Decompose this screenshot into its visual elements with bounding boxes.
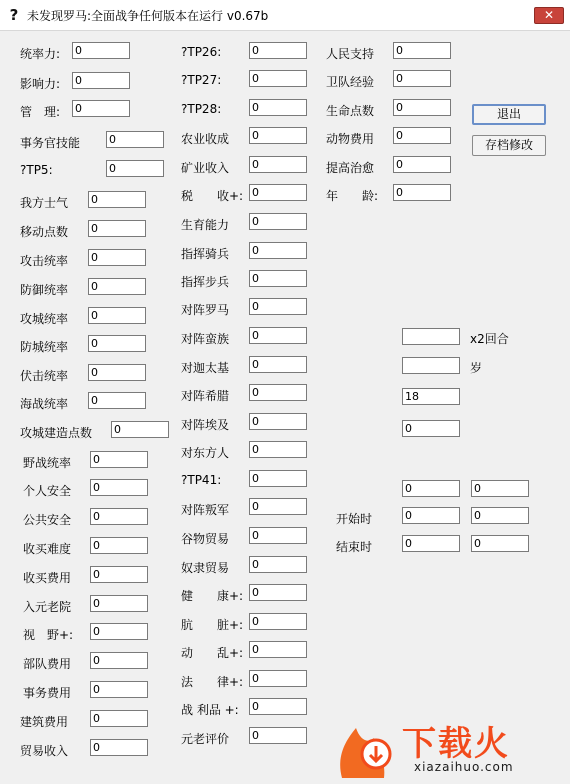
col1-field[interactable] [88,392,146,409]
col2-field[interactable] [249,184,307,201]
col1-field[interactable] [88,278,146,295]
col2-field[interactable] [249,356,307,373]
col2-label: 矿业收入 [181,161,230,175]
col2-field[interactable] [249,42,307,59]
col2-label: 对阵罗马 [181,303,230,317]
col2-label: 战 利品 +: [181,703,239,717]
col1-label: 攻城建造点数 [20,426,93,440]
row1-field-b[interactable] [471,480,529,497]
col2-label: 生育能力 [181,218,230,232]
col2-label: 对阵蛮族 [181,332,230,346]
col2-field[interactable] [249,270,307,287]
end-field-a[interactable] [402,535,460,552]
col3-field[interactable] [393,156,451,173]
col2-label: 元老评价 [181,732,230,746]
col2-field[interactable] [249,498,307,515]
col2-label: ?TP41: [181,473,222,487]
col1-field[interactable] [88,220,146,237]
col2-field[interactable] [249,70,307,87]
col1-field[interactable] [90,739,148,756]
col3-field[interactable] [393,70,451,87]
col3-field[interactable] [393,99,451,116]
value-field[interactable] [402,420,460,437]
col1-label: 影响力: [20,77,61,91]
turns-field[interactable] [402,328,460,345]
col2-label: 动 乱+: [181,646,244,660]
col1-label: 贸易收入 [20,744,69,758]
col2-label: 奴隶贸易 [181,561,230,575]
col2-field[interactable] [249,298,307,315]
col1-field[interactable] [90,710,148,727]
col2-field[interactable] [249,384,307,401]
col2-field[interactable] [249,641,307,658]
col1-label: 管 理: [20,105,61,119]
col3-label: 人民支持 [326,47,375,61]
col1-field[interactable] [90,566,148,583]
col2-field[interactable] [249,613,307,630]
col2-field[interactable] [249,441,307,458]
start-label: 开始时 [336,512,373,526]
col3-field[interactable] [393,42,451,59]
col1-label: 公共安全 [23,513,72,527]
col1-field[interactable] [88,307,146,324]
close-button[interactable]: ✕ [534,7,564,24]
col2-label: ?TP26: [181,45,222,59]
col1-label: 视 野+: [23,628,74,642]
col3-label: 动物费用 [326,132,375,146]
col2-field[interactable] [249,727,307,744]
col1-field[interactable] [88,335,146,352]
col1-field[interactable] [90,681,148,698]
col1-label: 攻城统率 [20,312,69,326]
col3-label: 生命点数 [326,104,375,118]
col2-label: 指挥骑兵 [181,247,230,261]
years-unit: 岁 [470,361,483,375]
row1-field-a[interactable] [402,480,460,497]
years-field[interactable] [402,357,460,374]
col1-label: 部队费用 [23,657,72,671]
col3-label: 年 龄: [326,189,379,203]
watermark-title: 下载火 [402,724,510,764]
col1-field[interactable] [88,191,146,208]
col1-field[interactable] [90,537,148,554]
col2-label: 对阵希腊 [181,389,230,403]
col1-label: 海战统率 [20,397,69,411]
col1-field[interactable] [88,249,146,266]
col2-field[interactable] [249,242,307,259]
col2-field[interactable] [249,413,307,430]
col1-field[interactable] [90,652,148,669]
col2-field[interactable] [249,327,307,344]
col1-label: 攻击统率 [20,254,69,268]
col1-field[interactable] [90,623,148,640]
col1-label: 建筑费用 [20,715,69,729]
col2-label: 对阵叛军 [181,503,230,517]
col1-label: 伏击统率 [20,369,69,383]
col1-field[interactable] [72,42,130,59]
value-18-field[interactable] [402,388,460,405]
col2-label: 健 康+: [181,589,244,603]
col1-field[interactable] [72,72,130,89]
col3-field[interactable] [393,127,451,144]
col1-field[interactable] [90,451,148,468]
col2-field[interactable] [249,213,307,230]
col1-label: 事务官技能 [20,136,81,150]
col1-field[interactable] [90,508,148,525]
col1-label: 防城统率 [20,340,69,354]
col2-field[interactable] [249,670,307,687]
col2-label: ?TP28: [181,102,222,116]
start-field-b[interactable] [471,507,529,524]
save-edit-button[interactable]: 存档修改 [472,135,546,156]
end-field-b[interactable] [471,535,529,552]
col3-field[interactable] [393,184,451,201]
col1-label: 防御统率 [20,283,69,297]
col1-field[interactable] [111,421,169,438]
col1-label: 统率力: [20,47,61,61]
col2-field[interactable] [249,584,307,601]
start-field-a[interactable] [402,507,460,524]
col1-label: 个人安全 [23,484,72,498]
col2-field[interactable] [249,470,307,487]
col2-label: 法 律+: [181,675,244,689]
col2-field[interactable] [249,556,307,573]
col1-label: 移动点数 [20,225,69,239]
col2-label: 肮 脏+: [181,618,244,632]
col2-field[interactable] [249,156,307,173]
app-icon: ? [9,6,19,24]
col1-label: 我方士气 [20,196,69,210]
col2-label: 对阵埃及 [181,418,230,432]
col2-label: 对东方人 [181,446,230,460]
col1-label: 野战统率 [23,456,72,470]
col1-label: 事务费用 [23,686,72,700]
col3-label: 提高治愈 [326,161,375,175]
exit-button[interactable]: 退出 [472,104,546,125]
col2-field[interactable] [249,527,307,544]
col1-field[interactable] [106,131,164,148]
watermark-url: xiazaihuo.com [414,760,514,774]
col1-field[interactable] [88,364,146,381]
col2-label: 谷物贸易 [181,532,230,546]
end-label: 结束时 [336,540,373,554]
col1-field[interactable] [72,100,130,117]
window-title: 未发现罗马:全面战争任何版本在运行 v0.67b [27,9,269,23]
col1-label: 收买费用 [23,571,72,585]
col2-field[interactable] [249,698,307,715]
col2-field[interactable] [249,127,307,144]
col1-label: 入元老院 [23,600,72,614]
col2-label: 对迦太基 [181,361,230,375]
col2-field[interactable] [249,99,307,116]
col2-label: 农业收成 [181,132,230,146]
col1-field[interactable] [106,160,164,177]
col3-label: 卫队经验 [326,75,375,89]
col1-label: ?TP5: [20,163,53,177]
title-bar [0,0,570,31]
col2-label: 指挥步兵 [181,275,230,289]
col2-label: ?TP27: [181,73,222,87]
col1-field[interactable] [90,595,148,612]
col2-label: 税 收+: [181,189,244,203]
col1-field[interactable] [90,479,148,496]
col1-label: 收买难度 [23,542,72,556]
turns-unit: x2回合 [470,332,509,346]
